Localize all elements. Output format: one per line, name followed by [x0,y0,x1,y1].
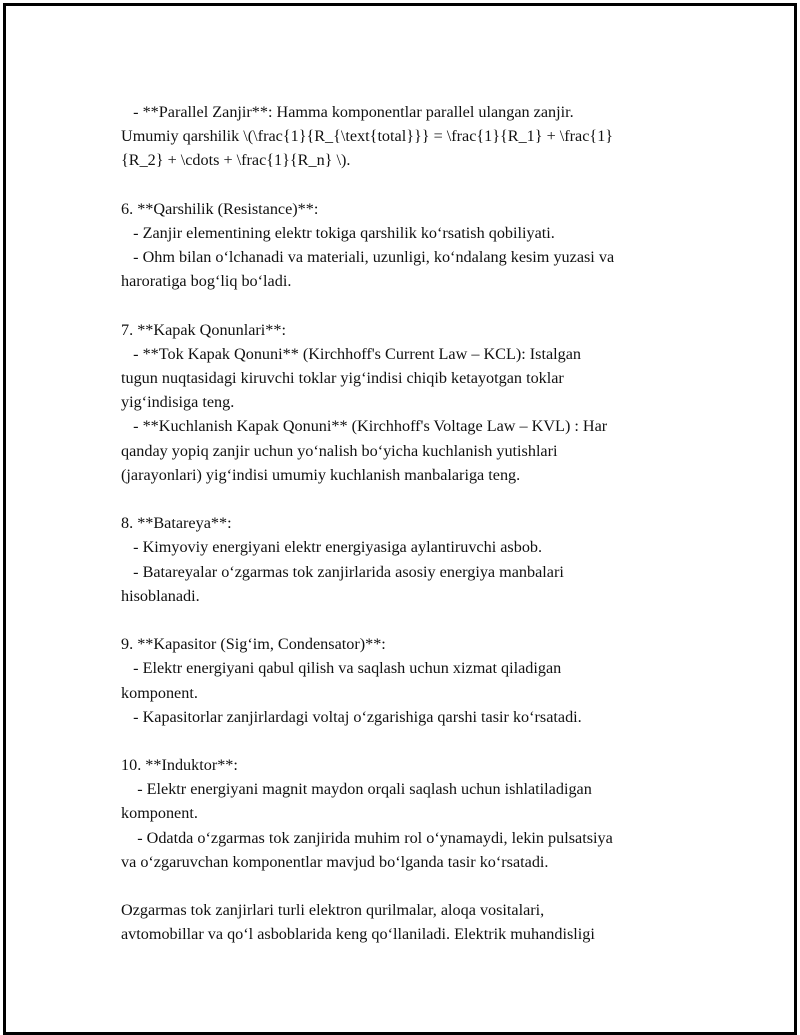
document-page [3,3,797,1035]
paragraph-gap [121,608,696,632]
text-line: va oʻzgaruvchan komponentlar mavjud boʻlganda tasir koʻrsatadi. [121,852,549,871]
section-heading: 8. **Batareya**: [121,514,232,533]
text-line: - Zanjir elementining elektr tokiga qarshilik koʻrsatish qobiliyati. [121,223,555,242]
text-line: - **Kuchlanish Kapak Qonuni** (Kirchhoff's Voltage Law – KVL) : Har [121,417,608,436]
text-line: (jarayonlari) yigʻindisi umumiy kuchlanish manbalariga teng. [121,465,521,484]
section-heading: 7. **Kapak Qonunlari**: [121,320,286,339]
paragraph-gap [121,173,696,197]
text-line: komponent. [121,804,198,823]
text-line: - Ohm bilan oʻlchanadi va materiali, uzunligi, koʻndalang kesim yuzasi va [121,248,615,267]
text-line: Umumiy qarshilik \(\frac{1}{R_{\text{total}}} = \frac{1}{R_1} + \frac{1} [121,127,614,146]
text-line: komponent. [121,683,198,702]
text-line: - Kapasitorlar zanjirlardagi voltaj oʻzgarishiga qarshi tasir koʻrsatadi. [121,707,582,726]
text-line: haroratiga bogʻliq boʻladi. [121,272,292,291]
text-line: - Batareyalar oʻzgarmas tok zanjirlarida asosiy energiya manbalari [121,562,564,581]
text-line: - Odatda oʻzgarmas tok zanjirida muhim rol oʻynamaydi, lekin pulsatsiya [121,828,613,847]
text-line: - Elektr energiyani magnit maydon orqali saqlash uchun ishlatiladigan [121,780,592,799]
document-body [121,100,696,947]
text-line: {R_2} + \cdots + \frac{1}{R_n} \). [121,151,351,170]
paragraph-gap [121,487,696,511]
text-line: qanday yopiq zanjir uchun yoʻnalish boʻyicha kuchlanish yutishlari [121,441,558,460]
paragraph-gap [121,874,696,898]
text-line: avtomobillar va qoʻl asboblarida keng qoʻllaniladi. Elektrik muhandisligi [121,925,595,944]
text-line: - Elektr energiyani qabul qilish va saqlash uchun xizmat qiladigan [121,659,562,678]
text-line: - Kimyoviy energiyani elektr energiyasiga aylantiruvchi asbob. [121,538,543,557]
text-line: tugun nuqtasidagi kiruvchi toklar yigʻindisi chiqib ketayotgan toklar [121,369,564,388]
paragraph-gap [121,294,696,318]
text-line: hisoblanadi. [121,586,200,605]
text-line: - **Tok Kapak Qonuni** (Kirchhoff's Current Law – KCL): Istalgan [121,344,582,363]
text-line: yigʻindisiga teng. [121,393,235,412]
text-line: Ozgarmas tok zanjirlari turli elektron qurilmalar, aloqa vositalari, [121,901,545,920]
paragraph-gap [121,729,696,753]
text-line: - **Parallel Zanjir**: Hamma komponentlar parallel ulangan zanjir. [121,103,574,121]
section-heading: 9. **Kapasitor (Sigʻim, Condensator)**: [121,635,386,654]
section-heading: 10. **Induktor**: [121,756,238,775]
section-heading: 6. **Qarshilik (Resistance)**: [121,199,319,218]
